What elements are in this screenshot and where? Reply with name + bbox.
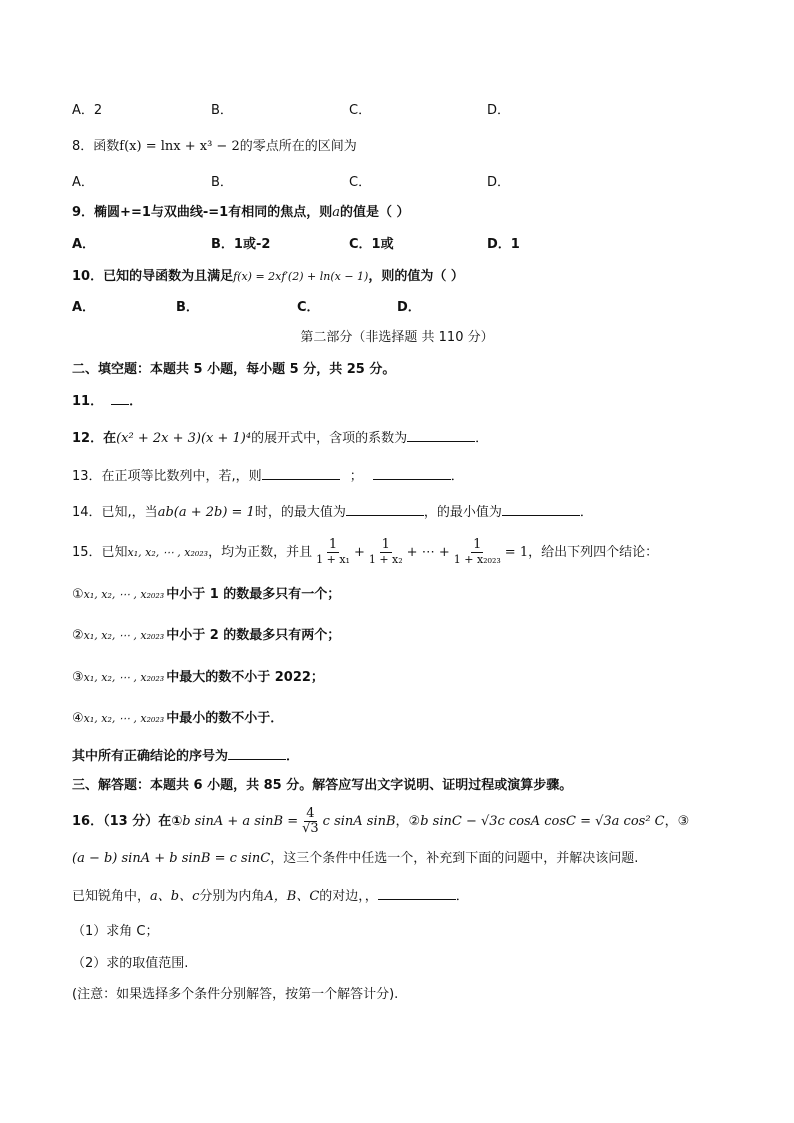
q9-option-d: D．1 (487, 237, 520, 252)
question-10 (72, 267, 464, 287)
conclusion-4 (72, 709, 283, 729)
q10-option-d: D． (397, 300, 421, 315)
q15-answer-blank[interactable] (228, 746, 286, 760)
q7-option-d: D． (487, 103, 511, 118)
q16-line3-pre: 已知锐角中， (72, 889, 151, 904)
question-13 (72, 466, 464, 487)
q15-dots: + ⋯ + (406, 545, 450, 560)
q16-fraction-den: √3 (302, 821, 319, 836)
q14-text-mid2: ，的最小值为 (423, 505, 502, 520)
q10-formula: f(x) = 2xf′(2) + ln(x − 1) (233, 270, 369, 283)
question-12 (72, 428, 488, 449)
q16-line-3 (72, 886, 469, 907)
q14-formula: ab(a + 2b) = 1 (157, 505, 255, 520)
q15-answer-line (72, 746, 299, 767)
section3-header: 三、解答题：本题共 6 小题，共 85 分。解答应写出文字说明、证明过程或演算步骤。 (72, 778, 573, 793)
q9-option-c: C．1或 (349, 237, 394, 252)
q15-text-post: ，给出下列四个结论： (528, 545, 659, 560)
q15-fraction-2-den: 1 + x₂ (368, 553, 403, 566)
q15-text-mid: ，均为正数，并且 (208, 545, 313, 560)
q10-option-a: A． (72, 300, 96, 315)
q11-text-pre: 11． (72, 394, 104, 409)
conclusion-1 (72, 585, 340, 605)
q15-fraction-3 (452, 538, 503, 567)
q8-formula: f(x) = lnx + x³ − 2 (119, 139, 240, 154)
q7-option-b: B． (211, 103, 233, 118)
q16-line1-pre: 16．（13 分）在① (72, 814, 183, 829)
q10-text-post: ，则的值为（ ） (368, 269, 464, 284)
q8-text-post: 的零点所在的区间为 (239, 139, 357, 154)
q15-text-pre: 15．已知 (72, 545, 128, 560)
q9-text-post: 的值是（ ） (339, 205, 410, 220)
q16-line3-end: ． (455, 889, 469, 904)
q12-text-post: ． (475, 431, 489, 446)
q7-option-a: A．2 (72, 103, 103, 118)
q16-blank[interactable] (378, 886, 456, 900)
q12-text-mid: 的展开式中，含项的系数为 (251, 431, 408, 446)
q12-text-pre: 12．在 (72, 431, 117, 446)
q16-part-2: （2）求的取值范围. (72, 956, 189, 971)
question-14 (72, 502, 593, 523)
q8-option-b: B． (211, 175, 233, 190)
q16-condition-1: b sinA + a sinB = (182, 814, 299, 829)
q10-option-b: B． (176, 300, 199, 315)
conclusion-3-text: 中最大的数不小于 2022； (166, 670, 324, 685)
q16-condition-2: b sinC − √3c cosA cosC = √3a cos² C (420, 814, 665, 829)
q13-text-pre: 13．在正项等比数列中，若,，则 (72, 469, 262, 484)
q8-option-d: D． (487, 175, 511, 190)
q10-text-pre: 10．已知的导函数为且满足 (72, 269, 234, 284)
conclusion-1-text: 中小于 1 的数最多只有一个； (166, 587, 341, 602)
q11-blank[interactable] (111, 391, 129, 405)
q16-line-1 (72, 807, 689, 837)
q15-fraction-2 (367, 538, 405, 567)
q10-option-c: C． (297, 300, 320, 315)
q15-fraction-1-den: 1 + x₁ (316, 553, 350, 566)
q16-condition-1-fraction (300, 807, 321, 836)
conclusion-4-marker: ④ (72, 711, 84, 726)
q8-option-a: A． (72, 175, 94, 190)
q16-line-2 (72, 849, 638, 869)
question-8 (72, 137, 357, 157)
q16-condition-3: (a − b) sinA + b sinB = c sinC (72, 851, 271, 866)
question-9 (72, 203, 410, 223)
q8-option-c: C． (349, 175, 372, 190)
q15-answer-text-pre: 其中所有正确结论的序号为 (72, 749, 229, 764)
q15-fraction-2-num: 1 (381, 537, 390, 552)
q13-separator: ； (349, 469, 363, 484)
q16-line3-post: 的对边，， (319, 889, 378, 904)
q15-fraction-1-num: 1 (328, 537, 338, 552)
question-15 (72, 538, 658, 568)
conclusion-1-sequence: x₁, x₂, ⋯ , x₂₀₂₃ (83, 588, 165, 601)
q15-fraction-3-den: 1 + x₂₀₂₃ (453, 553, 501, 566)
conclusion-2 (72, 626, 340, 646)
q9-var: a (332, 205, 340, 220)
q9-text-pre: 9．椭圆+=1与双曲线-=1有相同的焦点，则 (72, 205, 333, 220)
q16-line3-mid: 分别为内角 (199, 889, 265, 904)
q7-option-c: C． (349, 103, 372, 118)
q8-text-pre: 8．函数 (72, 139, 120, 154)
q13-blank-1[interactable] (262, 466, 340, 480)
q16-fraction-num: 4 (306, 806, 315, 821)
q14-blank-2[interactable] (502, 502, 580, 516)
q15-equals: = 1 (504, 545, 529, 560)
q15-fraction-3-num: 1 (473, 537, 482, 552)
q13-text-post: ． (450, 469, 464, 484)
conclusion-2-text: 中小于 2 的数最多只有两个； (166, 628, 341, 643)
q15-sequence: x₁, x₂, ⋯ , x₂₀₂₃ (127, 546, 209, 559)
q16-separator-2: ，② (395, 814, 421, 829)
part2-title: 第二部分（非选择题 共 110 分） (300, 330, 494, 345)
q16-note: (注意：如果选择多个条件分别解答，按第一个解答计分). (72, 987, 399, 1002)
q14-text-post: ． (579, 505, 593, 520)
q14-text-pre: 14．已知,，当 (72, 505, 158, 520)
conclusion-2-sequence: x₁, x₂, ⋯ , x₂₀₂₃ (83, 629, 165, 642)
q16-line3-vars: a、b、c (150, 889, 200, 904)
question-11 (72, 391, 142, 412)
q14-blank-1[interactable] (346, 502, 424, 516)
q16-part-1: （1）求角 C； (72, 924, 159, 939)
conclusion-2-marker: ② (72, 628, 84, 643)
q16-condition-1-post: c sinA sinB (322, 814, 396, 829)
section2-header: 二、填空题：本题共 5 小题，每小题 5 分，共 25 分。 (72, 362, 396, 377)
q9-option-a: A． (72, 237, 96, 252)
conclusion-4-sequence: x₁, x₂, ⋯ , x₂₀₂₃ (83, 712, 165, 725)
q12-formula: (x² + 2x + 3)(x + 1)⁴ (116, 431, 252, 446)
conclusion-3-sequence: x₁, x₂, ⋯ , x₂₀₂₃ (83, 671, 165, 684)
conclusion-3 (72, 668, 324, 688)
conclusion-1-marker: ① (72, 587, 84, 602)
conclusion-3-marker: ③ (72, 670, 84, 685)
q16-separator-3: ，③ (664, 814, 690, 829)
q16-line2-post: ，这三个条件中任选一个，补充到下面的问题中，并解决该问题. (270, 851, 639, 866)
q15-answer-text-post: ． (286, 749, 300, 764)
q11-text-post: ． (129, 394, 143, 409)
conclusion-4-text: 中最小的数不小于． (166, 711, 284, 726)
q14-text-mid: 时，的最大值为 (254, 505, 346, 520)
q15-fraction-1 (314, 538, 352, 567)
q13-blank-2[interactable] (373, 466, 451, 480)
q15-plus: + (353, 545, 365, 560)
q9-option-b: B．1或-2 (211, 237, 271, 252)
q12-blank[interactable] (407, 428, 475, 442)
q16-line3-angles: A，B、C (264, 889, 320, 904)
